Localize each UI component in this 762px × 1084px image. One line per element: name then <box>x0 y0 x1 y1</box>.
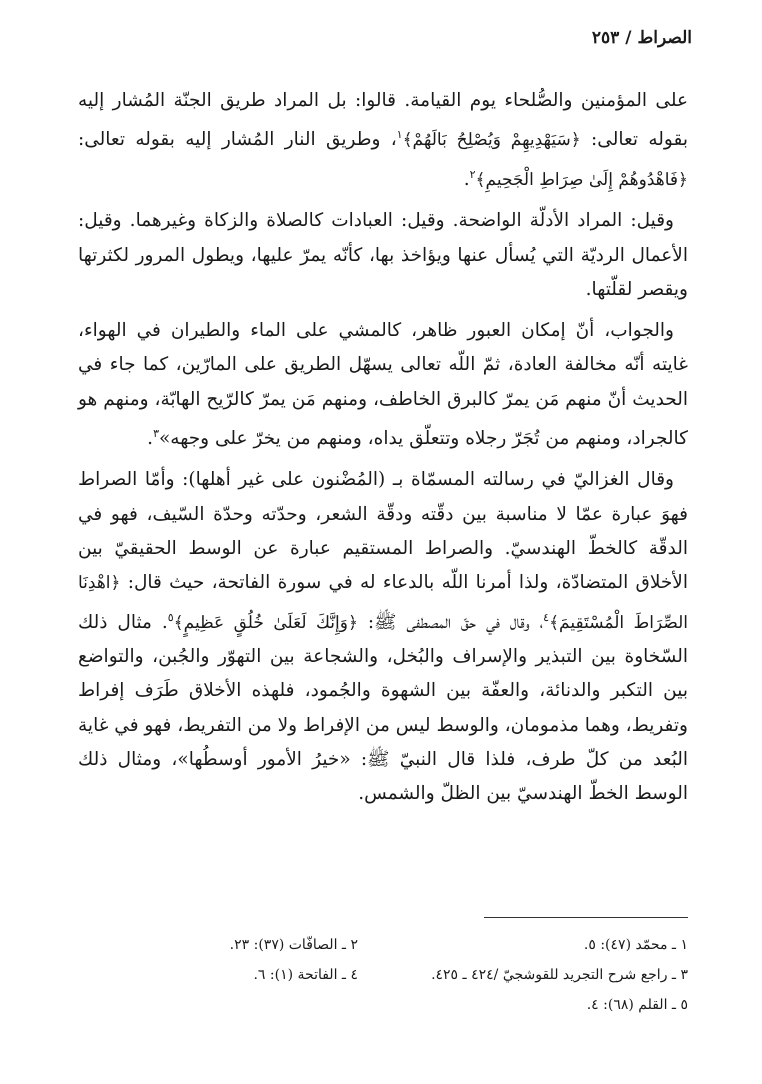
text-run: . <box>463 168 470 190</box>
footnote-row <box>78 990 688 1020</box>
text-run: والجواب، أنّ إمكان العبور ظاهر، كالمشي على الماء والطيران في الهواء، غايته أنّه مخالفة العادة، ثمّ اللّه تعالى يسهّل الطريق على المارّين، كما جاء في الحديث أنّ منهم مَن يمرّ كالبرق الخاطف، ومنهم مَن يمرّ كالرّيح الهابّة، ومنهم هو كالجراد، ومنهم من تُجَرّ رجلاه وتتعلّق يداه، ومنهم من يخرّ على وجهه» <box>78 320 688 450</box>
text-run: وقيل: المراد الأدلّة الواضحة. وقيل: العبادات كالصلاة والزكاة وغيرهما. وقيل: الأعمال الرديّة التي يُسأل عنها ويؤاخذ بها، كأنّه يمرّ عليها، ويطول المرور لكثرتها ويقصر لقلّتها. <box>78 210 688 300</box>
text-run: . مثال ذلك السّخاوة بين التبذير والإسراف والبُخل، والشجاعة بين التهوّر والجُبن، والتواضع بين التكبر والدنائة، والعفّة بين الشهوة والجُمود، فلهذه الأخلاق طَرَف إفراط وتفريط، وهما مذمومان، والوسط ليس من الإفراط ولا من التفريط، فهو في غاية البُعد من كلّ طرف، فلذا قال النبيّ ﷺ: «خيرُ الأمور أوسطُها»، ومثال ذلك الوسط الخطّ الهندسيّ بين الظلّ والشمس. <box>78 611 688 805</box>
quran-verse: ﴿سَيَهْدِيهِمْ وَيُصْلِحُ بَالَهُمْ﴾ <box>402 130 581 151</box>
footnote-ref: ٥ <box>167 610 174 624</box>
paragraph <box>78 84 688 197</box>
footnote-ref: ١ <box>396 128 403 142</box>
footnote: ٢ ـ الصافّات (٣٧): ٢٣. <box>229 937 358 953</box>
footnote-ref: ٢ <box>469 167 476 181</box>
header-title: الصراط <box>637 28 692 48</box>
footnote: ٣ ـ راجع شرح التجريد للقوشجيّ /٤٢٤ ـ ٤٢٥. <box>431 967 688 983</box>
page-number: ٢٥٣ <box>591 28 620 48</box>
header-separator: / <box>625 28 632 48</box>
paragraph <box>78 204 688 307</box>
running-header <box>592 28 692 48</box>
footnote <box>78 990 358 1020</box>
text-run: على المؤمنين والصُّلحاء يوم القيامة. قالوا: بل المراد طريق الجنّة المُشار إليه بقوله تعالى: <box>78 90 688 151</box>
footnote-divider <box>484 917 688 918</box>
text-run: ، وطريق النار المُشار إليه بقوله تعالى: <box>78 129 397 151</box>
text-run: وقال الغزاليّ في رسالته المسمّاة بـ (المُضْنون على غير أهلها): وأمّا الصراط فهوَ عبارة عمّا لا مناسبة بين دقّته ودقّة الشعر، وحدّته وحدّة السّيف، فهو في الدقّة كالخطّ الهندسيّ. والصراط المستقيم عبارة عن الوسط الحقيقيّ بين الأخلاق المتضادّة، ولذا أمرنا اللّه بالدعاء له في سورة الفاتحة، حيث قال: <box>78 469 688 594</box>
paragraph <box>78 314 688 456</box>
footnote-row <box>78 960 688 990</box>
footnote-ref: ٤ <box>543 610 550 624</box>
footnote: ٤ ـ الفاتحة (١): ٦. <box>253 967 358 983</box>
body-text <box>78 84 688 819</box>
footnotes <box>78 930 688 1020</box>
text-run: . <box>147 428 154 450</box>
footnote: ١ ـ محمّد (٤٧): ٥. <box>583 937 688 953</box>
quran-verse: ﴿وَإِنَّكَ لَعَلَىٰ خُلُقٍ عَظِيمٍ﴾ <box>173 612 358 633</box>
paragraph <box>78 463 688 811</box>
footnote-ref: ٣ <box>153 426 159 440</box>
footnote-row <box>78 930 688 960</box>
quran-verse: ﴿اهْدِنَا الصِّرَاطَ الْمُسْتَقِيمَ﴾ <box>78 573 688 633</box>
quran-verse: ﴿فَاهْدُوهُمْ إِلَىٰ صِرَاطِ الْجَحِيمِ﴾ <box>475 169 688 190</box>
footnote: ٥ ـ القلم (٦٨): ٤. <box>586 997 688 1013</box>
text-run: ، وقال في حقّ المصطفى ﷺ: <box>357 611 544 633</box>
